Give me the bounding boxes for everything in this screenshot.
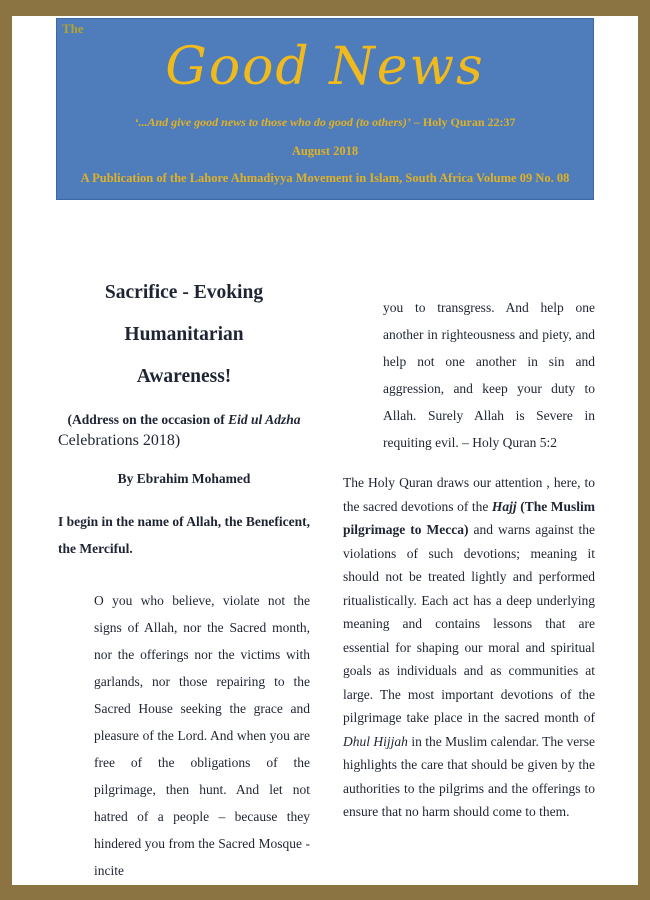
byline: By Ebrahim Mohamed xyxy=(117,471,251,486)
dhul-hijjah-term: Dhul Hijjah xyxy=(343,733,408,749)
subtitle-line2: Celebrations 2018) xyxy=(58,432,181,449)
column-right xyxy=(343,266,595,884)
article-body xyxy=(58,266,595,884)
hajj-gloss: (The Muslim pilgrimage to Mecca) xyxy=(343,498,595,537)
issue-date: August 2018 xyxy=(291,144,359,158)
masthead-quote xyxy=(57,115,593,130)
article-subtitle xyxy=(58,407,310,432)
commentary-paragraph xyxy=(343,471,595,824)
column-left xyxy=(58,266,310,884)
publication-line: A Publication of the Lahore Ahmadiyya Movement in Islam, South Africa Volume 09 No. 08 xyxy=(80,171,570,185)
masthead-prefix: The xyxy=(62,21,84,36)
commentary-text-3: in the Muslim calendar. The verse highlights the care that should be given by the authorities to the pilgrims and the offerings to ensure that no harm should come to them. xyxy=(343,733,595,819)
subtitle-occasion: Eid ul Adzha xyxy=(228,412,301,427)
article-title-line3: Awareness! xyxy=(136,366,232,387)
article-title-line2: Humanitarian xyxy=(124,324,244,345)
masthead-quote-text: ‘...And give good news to those who do good (to others)’ xyxy=(134,115,411,129)
commentary-text-2: and warns against the violations of such devotions; meaning it should not be treated lightly and performed ritualistically. Each act has a deep underlying meaning and contains lessons that are essential for shaping our moral and spiritual goals as individuals and as communities at large. The most important devotions of the pilgrimage take place in the sacred month of xyxy=(343,522,596,725)
masthead-title: Good News xyxy=(165,37,485,97)
opening-paragraph: I begin in the name of Allah, the Beneficent, the Merciful. xyxy=(58,514,310,556)
article-title-line1: Sacrifice - Evoking xyxy=(104,282,264,303)
article-title xyxy=(58,272,310,398)
masthead xyxy=(56,18,594,200)
quran-quote-part1: O you who believe, violate not the signs of Allah, nor the Sacred month, nor the offerings nor the victims with garlands, nor those repairing to the Sacred House seeking the grace and pleasure of the Lord. And when you are free of the obligations of the pilgrimage, then hunt. And let not hatred of a people – because they hindered you from the Sacred Mosque - incite xyxy=(94,593,310,878)
quran-quote-part2: you to transgress. And help one another in righteousness and piety, and help not one another in sin and aggression, and keep your duty to Allah. Surely Allah is Severe in requiting evil. – Holy Quran 5:2 xyxy=(383,300,595,450)
masthead-quote-ref: – Holy Quran 22:37 xyxy=(410,115,516,129)
subtitle-text: (Address on the occasion of xyxy=(67,412,229,427)
newsletter-page xyxy=(12,16,638,885)
hajj-term: Hajj xyxy=(491,498,517,514)
commentary-text-1: The Holy Quran draws our attention , here, to the sacred devotions of the xyxy=(343,475,595,514)
